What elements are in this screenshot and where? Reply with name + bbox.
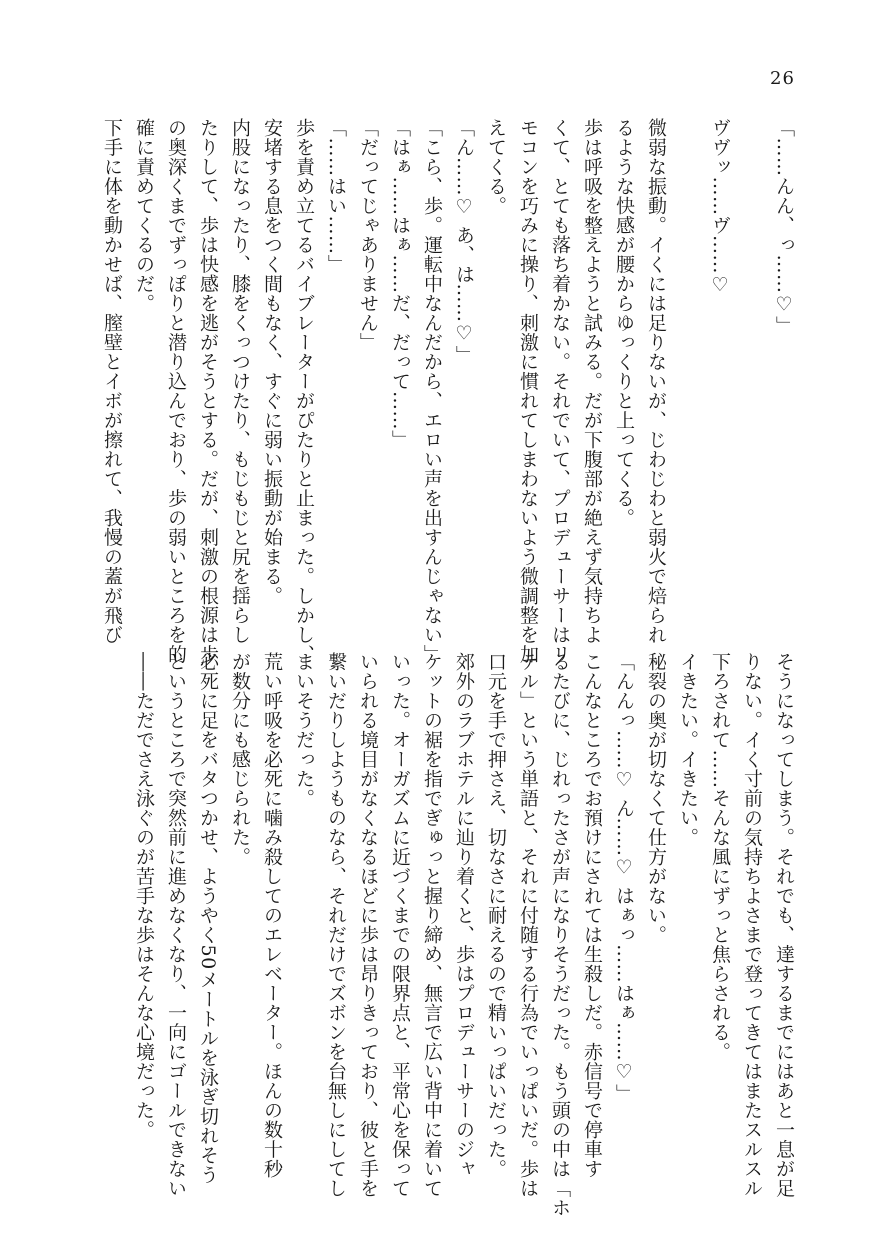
text-line: そうになってしまう。それでも、達するまでにはあと一息が足 bbox=[773, 652, 795, 1198]
text-line: 下手に体を動かせば、膣壁とイボが擦れて、我慢の蓋が飛び bbox=[101, 118, 123, 645]
text-line: 「……はい……」 bbox=[325, 118, 347, 274]
text-line: るたびに、じれったさが声になりそうだった。もう頭の中は「ホ bbox=[549, 652, 571, 1218]
text-line: 下ろされて……そんな風にずっと焦らされる。 bbox=[709, 652, 731, 1062]
text-line: 荒い呼吸を必死に噛み殺してのエレベーター。ほんの数十秒 bbox=[261, 652, 283, 1179]
text-block-top bbox=[101, 118, 800, 664]
text-line: えてくる。 bbox=[485, 118, 507, 216]
text-line: 確に責めてくるのだ。 bbox=[133, 118, 155, 313]
text-line: まいそうだった。 bbox=[293, 652, 315, 808]
text-line: るような快感が腰からゆっくりと上ってくる。 bbox=[613, 118, 635, 528]
text-line: 「こら、歩。運転中なんだから、エロい声を出すんじゃない」 bbox=[421, 118, 443, 664]
text-line: 必死に足をバタつかせ、ようやく50メートルを泳ぎ切れそう bbox=[197, 652, 219, 1185]
text-line: の奥深くまでずっぽりと潜り込んでおり、歩の弱いところを的 bbox=[165, 118, 187, 664]
text-line: こんなところでお預けにされては生殺しだ。赤信号で停車す bbox=[581, 652, 603, 1179]
text-line: 郊外のラブホテルに辿り着くと、歩はプロデューサーのジャ bbox=[453, 652, 475, 1179]
text-line: たりして、歩は快感を逃がそうとする。だが、刺激の根源は歩 bbox=[197, 118, 219, 664]
text-line: モコンを巧みに操り、刺激に慣れてしまわないよう微調整を加 bbox=[517, 118, 539, 664]
text-line: テル」という単語と、それに付随する行為でいっぱいだ。歩は bbox=[517, 652, 539, 1198]
text-line: 「……んん、っ……♡」 bbox=[773, 118, 795, 336]
text-line: くて、とても落ち着かない。それでいて、プロデューサーはリ bbox=[549, 118, 571, 664]
text-line: が数分にも感じられた。 bbox=[229, 652, 251, 867]
text-line: 「だってじゃありません」 bbox=[357, 118, 379, 352]
blank-line bbox=[672, 118, 704, 618]
text-line: いった。オーガズムに近づくまでの限界点と、平常心を保って bbox=[389, 652, 411, 1198]
text-line: 内股になったり、膝をくっつけたり、もじもじと尻を揺らし bbox=[229, 118, 251, 645]
text-line: イきたい。イきたい。 bbox=[677, 652, 699, 847]
text-line: 安堵する息をつく間もなく、すぐに弱い振動が始まる。 bbox=[261, 118, 283, 606]
text-line: 秘裂の奥が切なくて仕方がない。 bbox=[645, 652, 667, 945]
text-line: 「ん……♡ あ、は……♡」 bbox=[453, 118, 475, 365]
text-line: りない。イく寸前の気持ちよさまで登ってきてはまたスルスル bbox=[741, 652, 763, 1198]
blank-line bbox=[736, 118, 768, 618]
text-line: 「はぁ……はぁ……だ、だって……」 bbox=[389, 118, 411, 450]
text-line: 微弱な振動。イくには足りないが、じわじわと弱火で焙られ bbox=[645, 118, 667, 645]
text-line: 歩を責め立てるバイブレーターがぴたりと止まった。しかし、 bbox=[293, 118, 315, 664]
text-line: というところで突然前に進めなくなり、一向にゴールできない bbox=[165, 652, 187, 1198]
text-line: ヴヴッ……ヴ……♡ bbox=[709, 118, 731, 297]
text-line: ケットの裾を指でぎゅっと握り締め、無言で広い背中に着いて bbox=[421, 652, 443, 1198]
page-number: 26 bbox=[770, 68, 795, 89]
text-line: 「んんっ……♡ ん……♡ はぁっ……はぁ……♡」 bbox=[613, 652, 635, 1104]
text-block-bottom bbox=[133, 652, 800, 1218]
text-line: いられる境目がなくなるほどに歩は昂りきっており、彼と手を bbox=[357, 652, 379, 1198]
text-line: 歩は呼吸を整えようと試みる。だが下腹部が絶えず気持ちよ bbox=[581, 118, 603, 645]
text-line: 口元を手で押さえ、切なさに耐えるので精いっぱいだった。 bbox=[485, 652, 507, 1179]
text-line: 繋いだりしようものなら、それだけでズボンを台無しにしてし bbox=[325, 652, 347, 1198]
text-line: ――ただでさえ泳ぐのが苦手な歩はそんな心境だった。 bbox=[133, 652, 155, 1140]
